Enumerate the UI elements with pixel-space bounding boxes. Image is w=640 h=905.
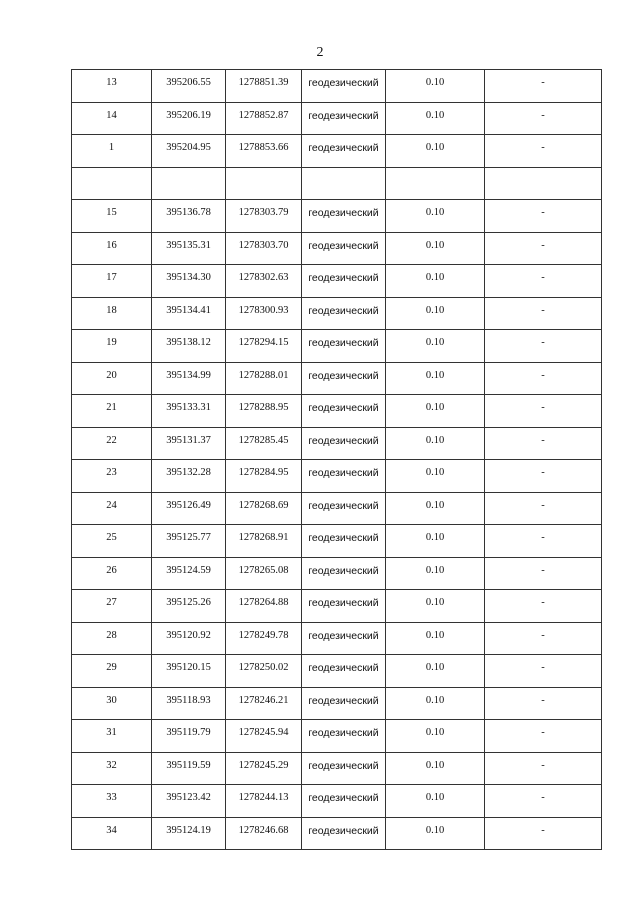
accuracy-cell: 0.10 [386,232,485,265]
table-row [72,460,602,493]
x-coordinate-cell: 395124.59 [152,557,226,590]
point-number-cell: 24 [72,492,152,525]
table-row [72,330,602,363]
table-row [72,167,602,200]
accuracy-cell: 0.10 [386,330,485,363]
y-coordinate-cell: 1278851.39 [226,70,302,103]
method-cell: геодезический [302,590,386,623]
accuracy-cell: 0.10 [386,102,485,135]
y-coordinate-cell: 1278302.63 [226,265,302,298]
table-row [72,817,602,850]
table-row [72,557,602,590]
point-number-cell: 14 [72,102,152,135]
method-cell: геодезический [302,362,386,395]
y-coordinate-cell: 1278853.66 [226,135,302,168]
table-row [72,200,602,233]
accuracy-cell: 0.10 [386,265,485,298]
accuracy-cell: 0.10 [386,557,485,590]
description-cell: - [485,687,602,720]
method-cell: геодезический [302,785,386,818]
table-row [72,720,602,753]
description-cell: - [485,395,602,428]
table-row [72,590,602,623]
accuracy-cell: 0.10 [386,70,485,103]
point-number-cell: 20 [72,362,152,395]
x-coordinate-cell: 395134.30 [152,265,226,298]
description-cell: - [485,622,602,655]
y-coordinate-cell: 1278284.95 [226,460,302,493]
description-cell: - [485,817,602,850]
point-number-cell: 31 [72,720,152,753]
y-coordinate-cell: 1278249.78 [226,622,302,655]
table-row [72,427,602,460]
description-cell: - [485,752,602,785]
method-cell: геодезический [302,817,386,850]
accuracy-cell: 0.10 [386,492,485,525]
description-cell: - [485,492,602,525]
description-cell: - [485,265,602,298]
accuracy-cell: 0.10 [386,427,485,460]
table-row [72,687,602,720]
table-row [72,362,602,395]
description-cell: - [485,785,602,818]
x-coordinate-cell: 395118.93 [152,687,226,720]
coordinates-table-body [72,70,602,850]
y-coordinate-cell: 1278245.29 [226,752,302,785]
table-row [72,395,602,428]
y-coordinate-cell: 1278303.79 [226,200,302,233]
y-coordinate-cell: 1278245.94 [226,720,302,753]
method-cell: геодезический [302,200,386,233]
method-cell: геодезический [302,135,386,168]
table-row [72,70,602,103]
accuracy-cell: 0.10 [386,460,485,493]
method-cell: геодезический [302,102,386,135]
point-number-cell: 25 [72,525,152,558]
method-cell: геодезический [302,395,386,428]
x-coordinate-cell: 395134.99 [152,362,226,395]
x-coordinate-cell: 395134.41 [152,297,226,330]
y-coordinate-cell: 1278852.87 [226,102,302,135]
y-coordinate-cell: 1278300.93 [226,297,302,330]
y-coordinate-cell: 1278244.13 [226,785,302,818]
table-row [72,492,602,525]
y-coordinate-cell: 1278268.69 [226,492,302,525]
y-coordinate-cell: 1278303.70 [226,232,302,265]
description-cell [485,167,602,200]
description-cell: - [485,362,602,395]
point-number-cell: 30 [72,687,152,720]
x-coordinate-cell [152,167,226,200]
description-cell: - [485,557,602,590]
x-coordinate-cell: 395206.55 [152,70,226,103]
x-coordinate-cell: 395119.59 [152,752,226,785]
point-number-cell: 27 [72,590,152,623]
point-number-cell: 16 [72,232,152,265]
description-cell: - [485,70,602,103]
accuracy-cell: 0.10 [386,720,485,753]
description-cell: - [485,525,602,558]
description-cell: - [485,232,602,265]
point-number-cell: 21 [72,395,152,428]
point-number-cell: 22 [72,427,152,460]
coordinates-table [71,69,602,850]
table-row [72,102,602,135]
x-coordinate-cell: 395120.92 [152,622,226,655]
y-coordinate-cell: 1278265.08 [226,557,302,590]
x-coordinate-cell: 395125.77 [152,525,226,558]
method-cell: геодезический [302,297,386,330]
accuracy-cell: 0.10 [386,752,485,785]
accuracy-cell: 0.10 [386,590,485,623]
description-cell: - [485,655,602,688]
page-number: 2 [316,45,324,60]
table-row [72,752,602,785]
method-cell [302,167,386,200]
y-coordinate-cell: 1278294.15 [226,330,302,363]
method-cell: геодезический [302,557,386,590]
point-number-cell: 17 [72,265,152,298]
accuracy-cell: 0.10 [386,687,485,720]
method-cell: геодезический [302,330,386,363]
method-cell: геодезический [302,720,386,753]
accuracy-cell: 0.10 [386,200,485,233]
point-number-cell: 1 [72,135,152,168]
y-coordinate-cell: 1278288.95 [226,395,302,428]
point-number-cell: 19 [72,330,152,363]
accuracy-cell: 0.10 [386,785,485,818]
x-coordinate-cell: 395204.95 [152,135,226,168]
description-cell: - [485,330,602,363]
description-cell: - [485,427,602,460]
accuracy-cell: 0.10 [386,135,485,168]
description-cell: - [485,720,602,753]
table-row [72,525,602,558]
table-row [72,785,602,818]
y-coordinate-cell: 1278288.01 [226,362,302,395]
x-coordinate-cell: 395136.78 [152,200,226,233]
method-cell: геодезический [302,460,386,493]
point-number-cell: 34 [72,817,152,850]
x-coordinate-cell: 395133.31 [152,395,226,428]
method-cell: геодезический [302,265,386,298]
x-coordinate-cell: 395124.19 [152,817,226,850]
y-coordinate-cell: 1278246.68 [226,817,302,850]
y-coordinate-cell: 1278268.91 [226,525,302,558]
method-cell: геодезический [302,232,386,265]
point-number-cell: 26 [72,557,152,590]
table-row [72,135,602,168]
x-coordinate-cell: 395126.49 [152,492,226,525]
description-cell: - [485,460,602,493]
method-cell: геодезический [302,655,386,688]
point-number-cell: 23 [72,460,152,493]
description-cell: - [485,590,602,623]
point-number-cell: 15 [72,200,152,233]
y-coordinate-cell: 1278246.21 [226,687,302,720]
method-cell: геодезический [302,622,386,655]
table-row [72,232,602,265]
table-row [72,655,602,688]
accuracy-cell: 0.10 [386,525,485,558]
point-number-cell: 13 [72,70,152,103]
accuracy-cell [386,167,485,200]
description-cell: - [485,297,602,330]
accuracy-cell: 0.10 [386,817,485,850]
x-coordinate-cell: 395135.31 [152,232,226,265]
y-coordinate-cell: 1278250.02 [226,655,302,688]
description-cell: - [485,200,602,233]
accuracy-cell: 0.10 [386,395,485,428]
method-cell: геодезический [302,687,386,720]
x-coordinate-cell: 395125.26 [152,590,226,623]
x-coordinate-cell: 395131.37 [152,427,226,460]
x-coordinate-cell: 395119.79 [152,720,226,753]
method-cell: геодезический [302,492,386,525]
method-cell: геодезический [302,427,386,460]
description-cell: - [485,135,602,168]
description-cell: - [485,102,602,135]
accuracy-cell: 0.10 [386,362,485,395]
point-number-cell: 28 [72,622,152,655]
x-coordinate-cell: 395123.42 [152,785,226,818]
table-row [72,622,602,655]
accuracy-cell: 0.10 [386,622,485,655]
point-number-cell: 32 [72,752,152,785]
point-number-cell: 33 [72,785,152,818]
point-number-cell: 29 [72,655,152,688]
point-number-cell: 18 [72,297,152,330]
method-cell: геодезический [302,752,386,785]
table-row [72,265,602,298]
method-cell: геодезический [302,525,386,558]
y-coordinate-cell: 1278264.88 [226,590,302,623]
x-coordinate-cell: 395138.12 [152,330,226,363]
accuracy-cell: 0.10 [386,297,485,330]
point-number-cell [72,167,152,200]
method-cell: геодезический [302,70,386,103]
x-coordinate-cell: 395120.15 [152,655,226,688]
y-coordinate-cell: 1278285.45 [226,427,302,460]
accuracy-cell: 0.10 [386,655,485,688]
x-coordinate-cell: 395132.28 [152,460,226,493]
table-row [72,297,602,330]
y-coordinate-cell [226,167,302,200]
x-coordinate-cell: 395206.19 [152,102,226,135]
